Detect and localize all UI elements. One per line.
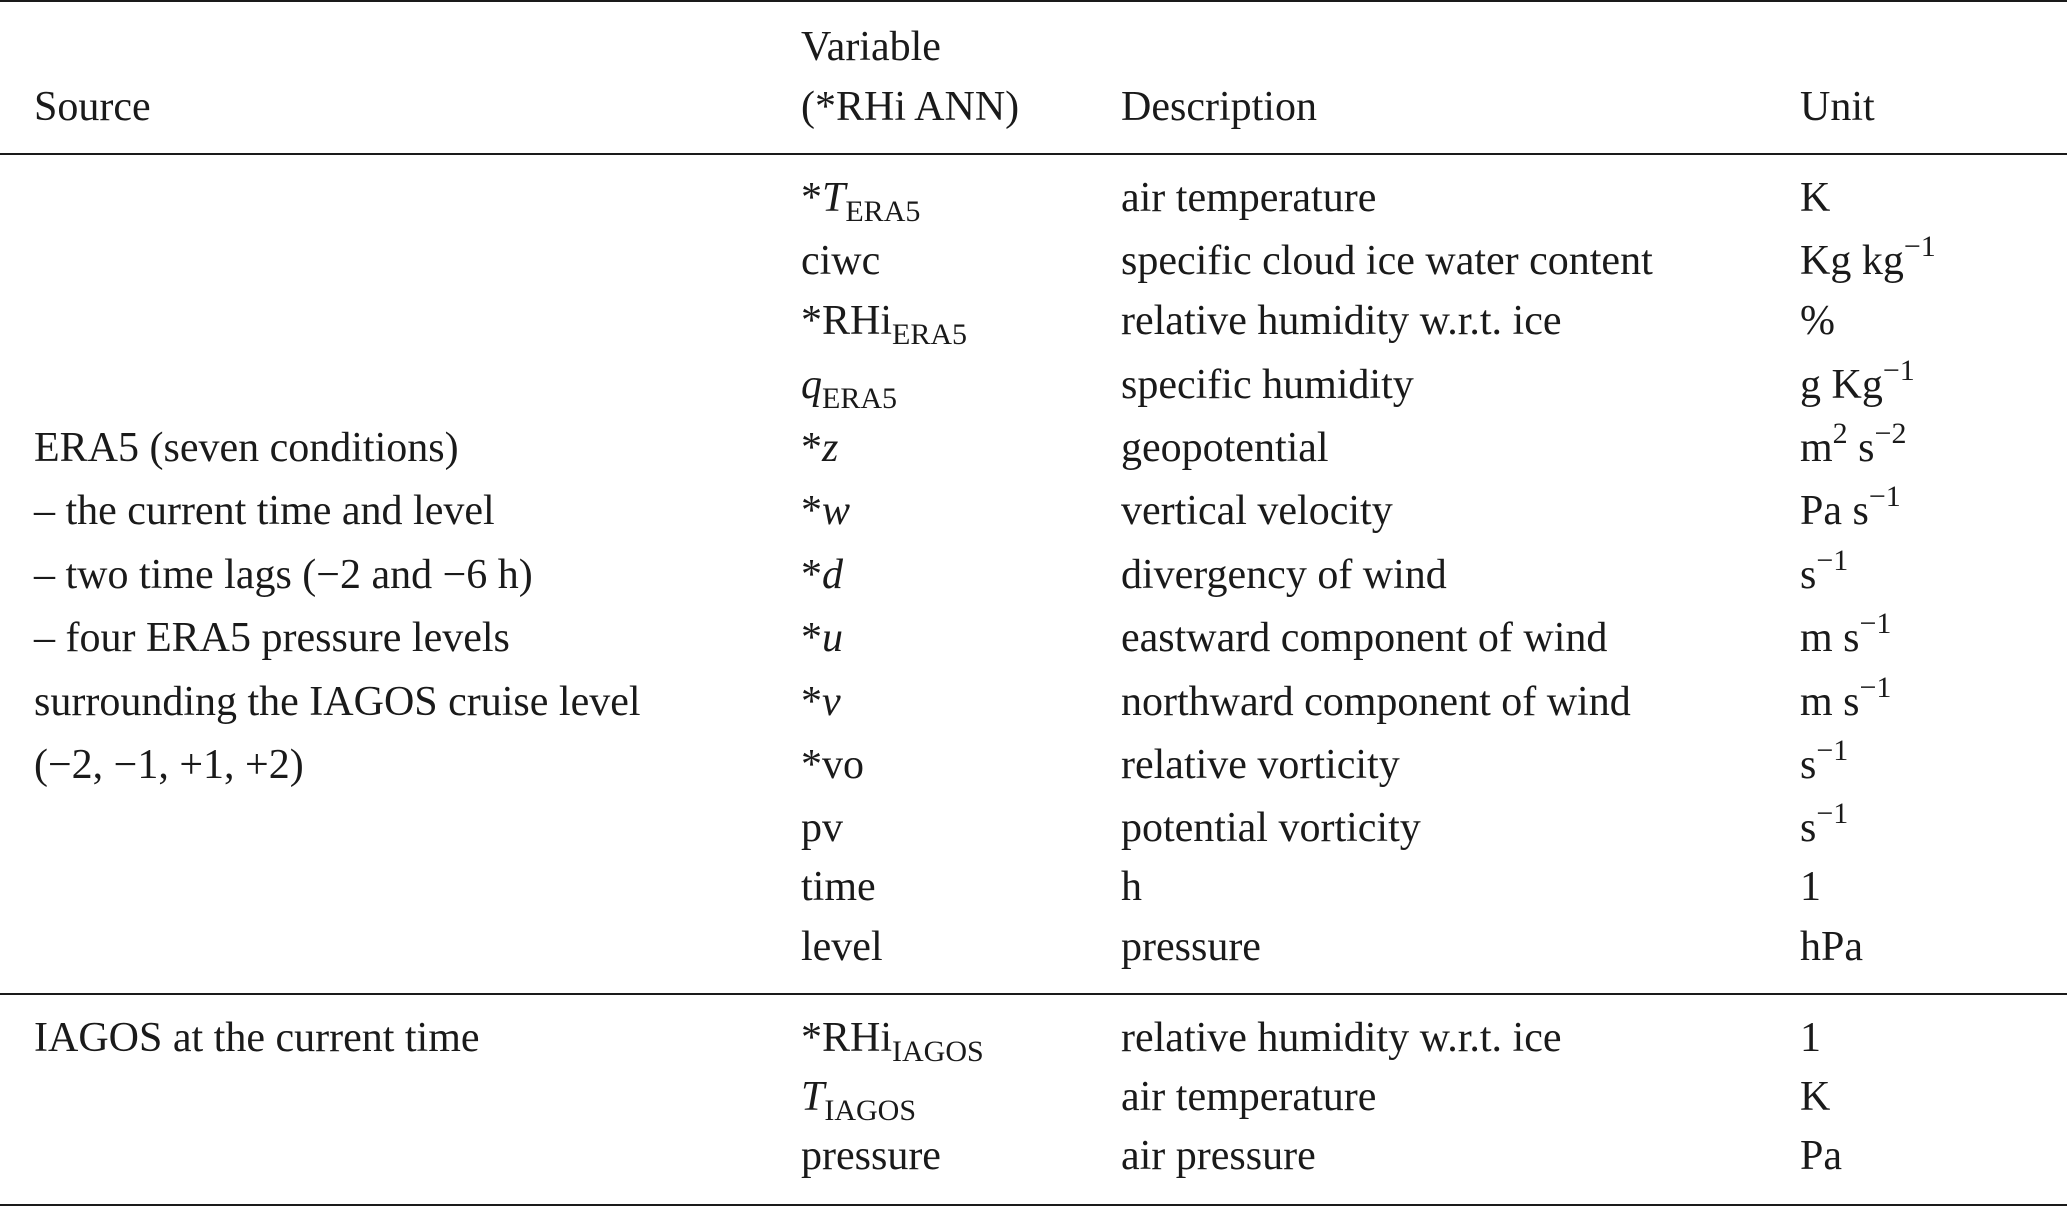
description-cell: relative vorticity [1121,742,1400,788]
description-cell: air pressure [1121,1133,1316,1179]
unit-cell: m $s^{-1}$ [1800,671,1892,725]
unit-cell: $s^{-1}$ [1800,797,1849,851]
header-description: Description [1121,84,1317,130]
description-cell: specific cloud ice water content [1121,238,1653,284]
era5-source-line: – two time lags (−2 and −6 h) [34,552,533,598]
description-cell: relative humidity w.r.t. ice [1121,1015,1562,1061]
header-source: Source [34,84,151,130]
header-variable-line2: (*RHi ANN) [801,84,1020,130]
unit-cell: $s^{-1}$ [1800,544,1849,598]
unit-cell: K [1800,175,1831,221]
unit-cell: g $Kg^{-1}$ [1800,354,1915,408]
description-cell: divergency of wind [1121,552,1447,598]
unit-cell: 1 [1800,1015,1821,1061]
era5-source-line: ERA5 (seven conditions) [34,425,459,471]
variable-cell: time [801,864,876,910]
description-cell: air temperature [1121,1074,1377,1120]
table-bottom-rule [0,1204,2067,1206]
unit-cell: $m^2$ $s^{-2}$ [1800,417,1907,471]
header-variable-line1: Variable [801,24,941,70]
variable-cell: $T_{IAGOS}$ [801,1074,917,1127]
unit-cell: 1 [1800,864,1821,910]
table-top-rule [0,0,2067,2]
variable-cell: $*T_{ERA5}$ [801,175,921,228]
description-cell: air temperature [1121,175,1377,221]
variable-cell: level [801,924,883,970]
era5-source-line: surrounding the IAGOS cruise level [34,679,641,725]
era5-source-line: (−2, −1, +1, +2) [34,742,304,788]
unit-cell: m $s^{-1}$ [1800,607,1892,661]
description-cell: relative humidity w.r.t. ice [1121,298,1562,344]
variable-cell: *u [801,615,843,661]
variable-cell: *d [801,552,843,598]
variable-cell: *vo [801,742,864,788]
variable-cell: *z [801,425,839,471]
variable-cell: *RHi$_{IAGOS}$ [801,1015,984,1068]
variable-cell: pressure [801,1133,941,1179]
description-cell: specific humidity [1121,362,1414,408]
description-cell: vertical velocity [1121,488,1393,534]
description-cell: eastward component of wind [1121,615,1608,661]
era5-source-line: – the current time and level [34,488,495,534]
iagos-source: IAGOS at the current time [34,1015,480,1061]
variable-cell: pv [801,805,843,851]
unit-cell: hPa [1800,924,1863,970]
variable-cell: *RHi$_{ERA5}$ [801,298,968,351]
section-rule [0,993,2067,995]
era5-source-line: – four ERA5 pressure levels [34,615,510,661]
unit-cell: $s^{-1}$ [1800,734,1849,788]
description-cell: h [1121,864,1142,910]
unit-cell: Pa $s^{-1}$ [1800,480,1901,534]
variable-cell: ciwc [801,238,881,284]
unit-cell: K [1800,1074,1831,1120]
description-cell: pressure [1121,924,1261,970]
description-cell: geopotential [1121,425,1329,471]
unit-cell: Pa [1800,1133,1842,1179]
unit-cell: Kg $kg^{-1}$ [1800,230,1936,284]
variable-cell: $q_{ERA5}$ [801,362,897,415]
description-cell: potential vorticity [1121,805,1421,851]
header-unit: Unit [1800,84,1875,130]
description-cell: northward component of wind [1121,679,1631,725]
variable-cell: *w [801,488,851,534]
unit-cell: % [1800,298,1835,344]
header-rule [0,153,2067,155]
variable-cell: *v [801,679,841,725]
